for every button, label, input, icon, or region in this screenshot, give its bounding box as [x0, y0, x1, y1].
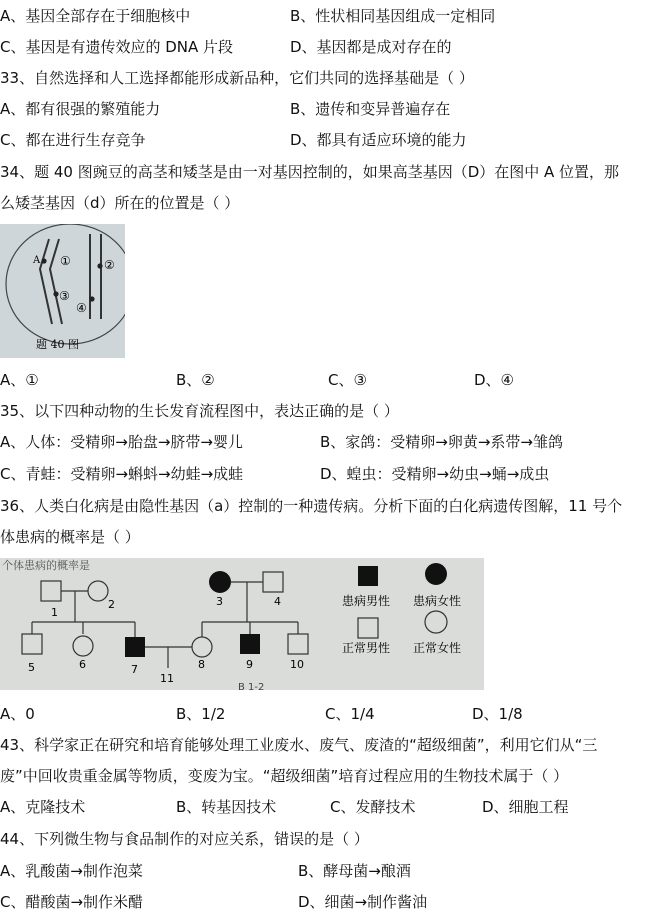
q34-option-d: D、④ [474, 371, 514, 389]
q35-option-c: C、青蛙：受精卵→蝌蚪→幼蛙→成蛙 [0, 465, 244, 483]
figure-caption: 题 40 图 [36, 338, 79, 351]
q33-option-b: B、遗传和变异普遍存在 [290, 100, 451, 118]
q33-option-d: D、都具有适应环境的能力 [290, 131, 467, 149]
pedigree-number-3: 3 [216, 595, 223, 608]
option-c: C、基因是有遗传效应的 DNA 片段 [0, 38, 234, 56]
question-34-stem-line2: 么矮茎基因（d）所在的位置是（ ） [0, 194, 240, 212]
q34-option-c: C、③ [328, 371, 367, 389]
legend-affected-male: 患病男性 [342, 594, 391, 608]
q33-option-a: A、都有很强的繁殖能力 [0, 100, 161, 118]
figure-bottom-text: B 1-2 [238, 682, 265, 690]
question-43-stem-line1: 43、科学家正在研究和培育能够处理工业废水、废气、废渣的“超级细菌”，利用它们从“三 [0, 736, 598, 754]
q44-option-b: B、酵母菌→酿酒 [298, 862, 411, 880]
question-36-stem-line1: 36、人类白化病是由隐性基因（a）控制的一种遗传病。分析下面的白化病遗传图解，11 号个 [0, 497, 623, 515]
q36-option-a: A、0 [0, 705, 35, 723]
q43-option-b: B、转基因技术 [176, 798, 277, 816]
pedigree-figure [0, 558, 484, 690]
figure-top-text: 个体患病的概率是 [2, 559, 90, 572]
pedigree-number-1: 1 [51, 606, 58, 619]
q44-option-c: C、醋酸菌→制作米醋 [0, 893, 144, 911]
pedigree-number-11: 11 [160, 672, 174, 685]
pedigree-number-10: 10 [290, 658, 304, 671]
q33-option-c: C、都在进行生存竞争 [0, 131, 146, 149]
question-33-stem: 33、自然选择和人工选择都能形成新品种，它们共同的选择基础是（ ） [0, 69, 474, 87]
question-36-stem-line2: 体患病的概率是（ ） [0, 528, 140, 546]
question-34-stem-line1: 34、题 40 图豌豆的高茎和矮茎是由一对基因控制的，如果高茎基因（D）在图中 A 位置，那 [0, 163, 620, 181]
q35-option-d: D、蝗虫：受精卵→幼虫→蛹→成虫 [320, 465, 550, 483]
q44-option-d: D、细菌→制作酱油 [298, 893, 428, 911]
question-44-stem: 44、下列微生物与食品制作的对应关系，错误的是（ ） [0, 830, 369, 848]
q34-option-b: B、② [176, 371, 215, 389]
q43-option-d: D、细胞工程 [482, 798, 569, 816]
locus-2-label: ② [104, 258, 115, 272]
locus-a-label: A [33, 255, 41, 266]
q43-option-c: C、发酵技术 [330, 798, 416, 816]
locus-3-label: ③ [59, 289, 70, 303]
pedigree-number-9: 9 [246, 658, 253, 671]
q36-option-b: B、1/2 [176, 705, 226, 723]
pedigree-number-2: 2 [108, 598, 115, 611]
question-43-stem-line2: 废”中回收贵重金属等物质，变废为宝。“超级细菌”培育过程应用的生物技术属于（ ） [0, 767, 569, 785]
pedigree-number-5: 5 [28, 661, 35, 674]
q36-option-d: D、1/8 [472, 705, 523, 723]
legend-normal-male: 正常男性 [342, 641, 391, 655]
option-d: D、基因都是成对存在的 [290, 38, 452, 56]
q44-option-a: A、乳酸菌→制作泡菜 [0, 862, 143, 880]
pedigree-number-7: 7 [131, 663, 138, 676]
option-b: B、性状相同基因组成一定相同 [290, 7, 496, 25]
q35-option-a: A、人体：受精卵→胎盘→脐带→婴儿 [0, 433, 243, 451]
legend-normal-female: 正常女性 [413, 641, 462, 655]
locus-1-label: ① [60, 254, 71, 268]
option-a: A、基因全部存在于细胞核中 [0, 7, 191, 25]
locus-4-label: ④ [76, 301, 87, 315]
pedigree-number-8: 8 [198, 658, 205, 671]
legend-affected-female: 患病女性 [413, 594, 462, 608]
q35-option-b: B、家鸽：受精卵→卵黄→系带→雏鸽 [320, 433, 563, 451]
q43-option-a: A、克隆技术 [0, 798, 86, 816]
pedigree-number-4: 4 [274, 595, 281, 608]
question-35-stem: 35、以下四种动物的生长发育流程图中，表达正确的是（ ） [0, 402, 399, 420]
q34-option-a: A、① [0, 371, 39, 389]
q36-option-c: C、1/4 [325, 705, 375, 723]
chromosome-figure [0, 224, 125, 358]
pedigree-number-6: 6 [79, 658, 86, 671]
